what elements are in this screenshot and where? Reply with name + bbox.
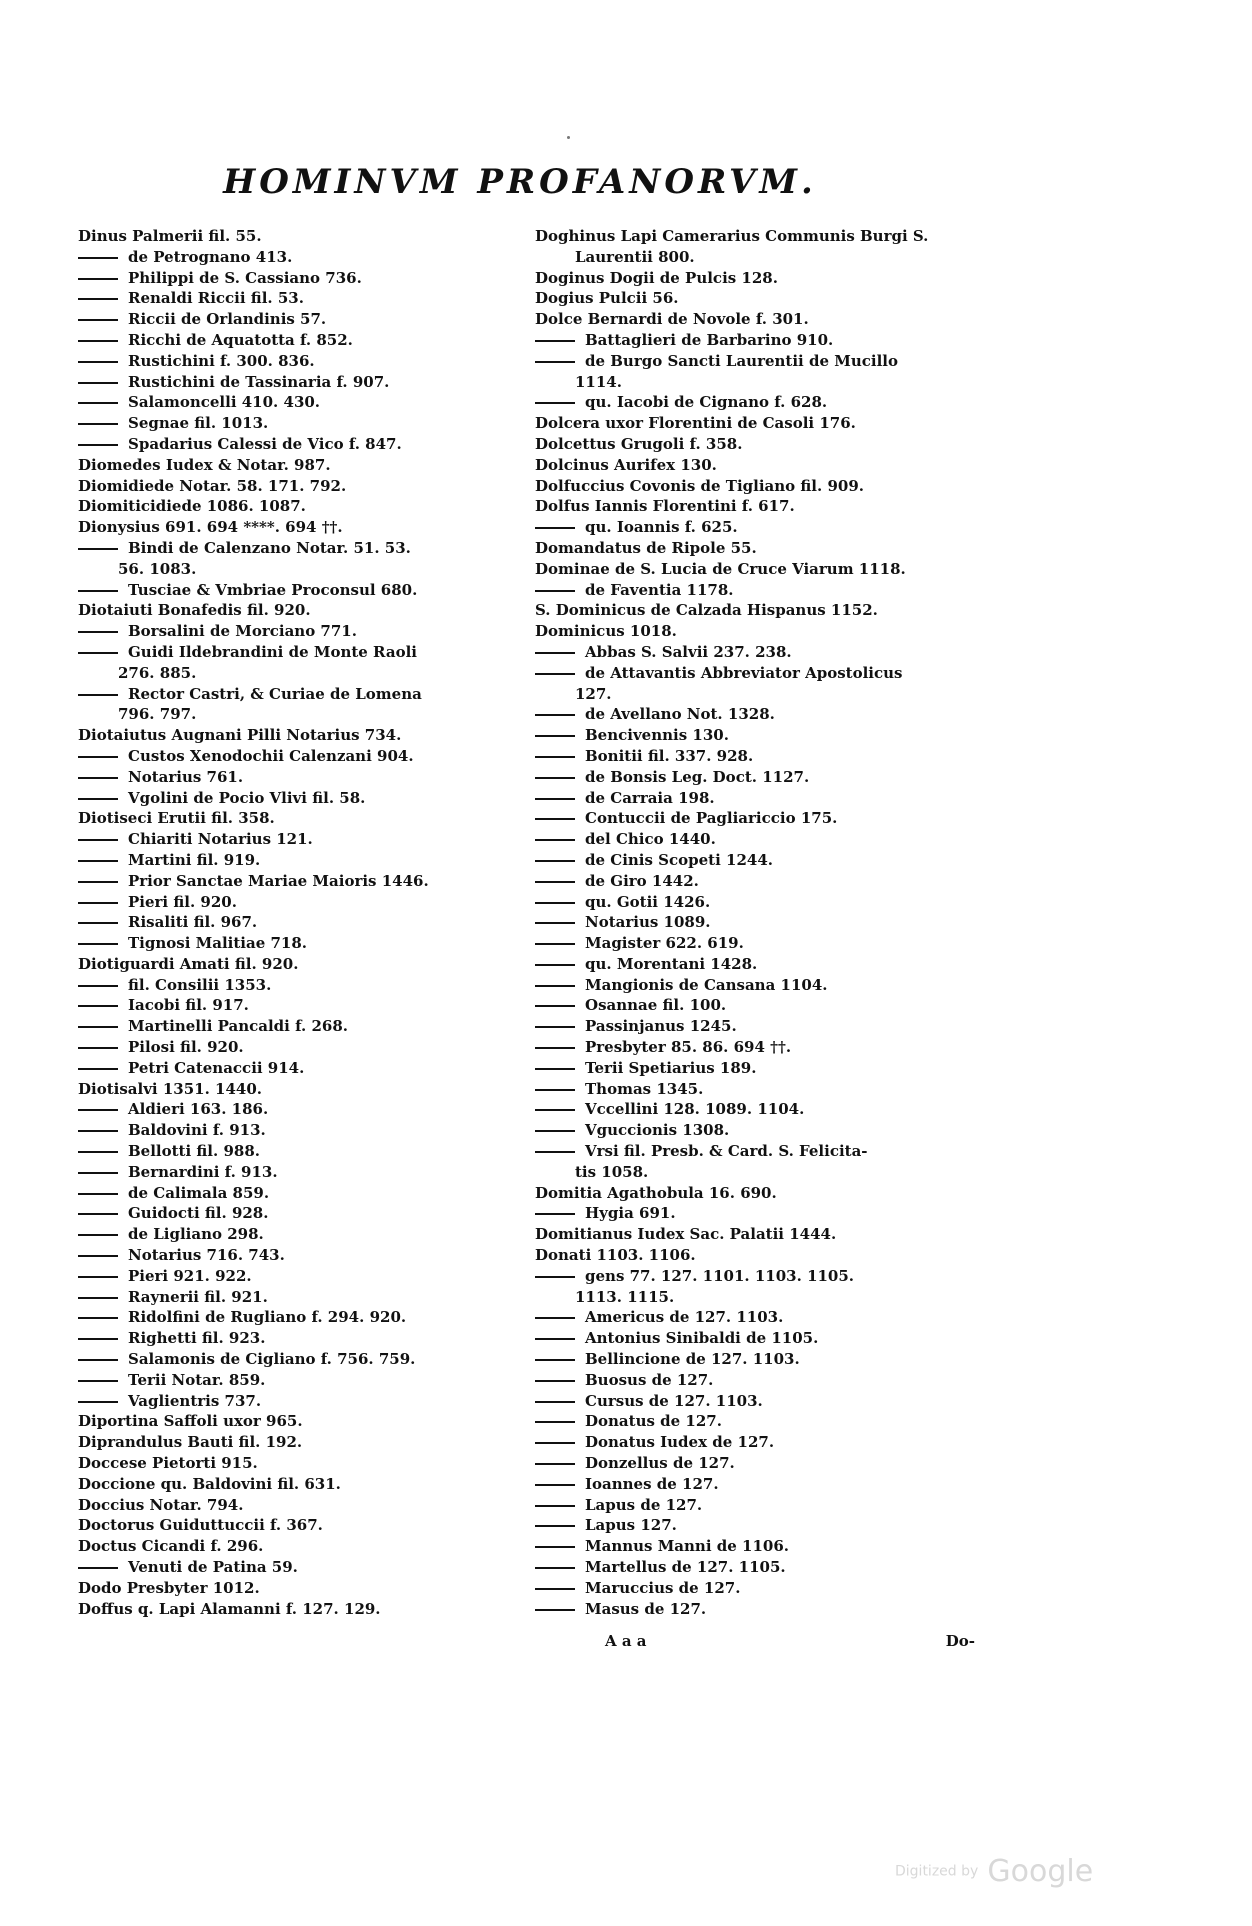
index-subentry: Iacobi fil. 917.	[78, 995, 508, 1016]
index-entry: Diotaiuti Bonafedis fil. 920.	[78, 601, 311, 620]
index-subentry: Ridolfini de Rugliano f. 294. 920.	[78, 1307, 508, 1328]
index-subentry: de Avellano Not. 1328.	[535, 704, 975, 725]
index-entry: Doccione qu. Baldovini fil. 631.	[78, 1474, 341, 1493]
index-subentry: Vguccionis 1308.	[535, 1120, 975, 1141]
index-entry: Dominicus 1018.	[535, 622, 677, 641]
index-subentry: Abbas S. Salvii 237. 238.	[535, 642, 975, 663]
index-subentry: Martellus de 127. 1105.	[535, 1557, 975, 1578]
index-entry: Doccese Pietorti 915.	[78, 1454, 258, 1473]
index-subentry: Donatus Iudex de 127.	[535, 1432, 975, 1453]
index-subentry: Rector Castri, & Curiae de Lomena	[78, 684, 508, 705]
index-entry: Doctus Cicandi f. 296.	[78, 1537, 264, 1556]
index-entry: Doghinus Lapi Camerarius Communis Burgi S.	[535, 227, 929, 245]
index-entry: Dionysius 691. 694 ****. 694 ††.	[78, 518, 343, 537]
index-subentry: Buosus de 127.	[535, 1370, 975, 1391]
index-subentry: Renaldi Riccii fil. 53.	[78, 288, 508, 309]
index-entry: Dolce Bernardi de Novole f. 301.	[535, 310, 809, 329]
index-subentry: Bonitii fil. 337. 928.	[535, 746, 975, 767]
watermark-brand: Google	[987, 1854, 1094, 1889]
index-entry: Domitianus Iudex Sac. Palatii 1444.	[535, 1225, 837, 1244]
index-subentry: de Burgo Sancti Laurentii de Mucillo	[535, 351, 975, 372]
index-subentry: Tignosi Malitiae 718.	[78, 933, 508, 954]
index-subentry: fil. Consilii 1353.	[78, 975, 508, 996]
index-subentry: qu. Ioannis f. 625.	[535, 517, 975, 538]
index-entry: Doginus Dogii de Pulcis 128.	[535, 268, 778, 287]
index-subentry: Venuti de Patina 59.	[78, 1557, 508, 1578]
index-subentry: Cursus de 127. 1103.	[535, 1391, 975, 1412]
index-continuation: Laurentii 800.	[575, 247, 695, 266]
index-entry: Dolcettus Grugoli f. 358.	[535, 434, 743, 453]
page-title: HOMINVM PROFANORVM.	[223, 162, 817, 202]
index-subentry: Segnae fil. 1013.	[78, 413, 508, 434]
index-subentry: Presbyter 85. 86. 694 ††.	[535, 1037, 975, 1058]
index-subentry: Vrsi fil. Presb. & Card. S. Felicita-	[535, 1141, 975, 1162]
index-entry: Doccius Notar. 794.	[78, 1495, 244, 1514]
index-subentry: Vccellini 128. 1089. 1104.	[535, 1099, 975, 1120]
index-subentry: Risaliti fil. 967.	[78, 912, 508, 933]
index-subentry: Baldovini f. 913.	[78, 1120, 508, 1141]
index-subentry: Terii Spetiarius 189.	[535, 1058, 975, 1079]
index-entry: Dolcinus Aurifex 130.	[535, 455, 717, 474]
index-subentry: Lapus de 127.	[535, 1495, 975, 1516]
index-subentry: Vgolini de Pocio Vlivi fil. 58.	[78, 788, 508, 809]
index-subentry: Donzellus de 127.	[535, 1453, 975, 1474]
index-subentry: Antonius Sinibaldi de 1105.	[535, 1328, 975, 1349]
index-entry: Dinus Palmerii fil. 55.	[78, 227, 262, 245]
index-subentry: de Faventia 1178.	[535, 580, 975, 601]
index-continuation: 1113. 1115.	[575, 1287, 675, 1306]
index-subentry: Martinelli Pancaldi f. 268.	[78, 1016, 508, 1037]
index-subentry: Bencivennis 130.	[535, 725, 975, 746]
watermark-prefix: Digitized by	[895, 1863, 979, 1880]
index-subentry: Notarius 716. 743.	[78, 1245, 508, 1266]
index-subentry: Philippi de S. Cassiano 736.	[78, 268, 508, 289]
index-subentry: Lapus 127.	[535, 1515, 975, 1536]
index-subentry: Terii Notar. 859.	[78, 1370, 508, 1391]
index-entry: Diotisalvi 1351. 1440.	[78, 1079, 262, 1098]
index-subentry: Battaglieri de Barbarino 910.	[535, 330, 975, 351]
index-entry: Donati 1103. 1106.	[535, 1246, 696, 1265]
index-entry: Doffus q. Lapi Alamanni f. 127. 129.	[78, 1599, 381, 1618]
index-subentry: Magister 622. 619.	[535, 933, 975, 954]
index-subentry: qu. Morentani 1428.	[535, 954, 975, 975]
index-subentry: Guidi Ildebrandini de Monte Raoli	[78, 642, 508, 663]
index-entry: Domitia Agathobula 16. 690.	[535, 1183, 777, 1202]
index-entry: S. Dominicus de Calzada Hispanus 1152.	[535, 601, 878, 620]
index-entry: Diomidiede Notar. 58. 171. 792.	[78, 476, 347, 495]
index-entry: Diotiseci Erutii fil. 358.	[78, 809, 275, 828]
index-entry: Dolfuccius Covonis de Tigliano fil. 909.	[535, 476, 864, 495]
index-subentry: Hygia 691.	[535, 1203, 975, 1224]
index-subentry: de Attavantis Abbreviator Apostolicus	[535, 663, 975, 684]
index-subentry: Spadarius Calessi de Vico f. 847.	[78, 434, 508, 455]
index-subentry: Prior Sanctae Mariae Maioris 1446.	[78, 871, 508, 892]
index-subentry: Osannae fil. 100.	[535, 995, 975, 1016]
ink-speck	[567, 136, 570, 139]
index-subentry: Salamoncelli 410. 430.	[78, 392, 508, 413]
index-subentry: Ricchi de Aquatotta f. 852.	[78, 330, 508, 351]
index-continuation: 276. 885.	[118, 663, 197, 682]
index-entry: Dogius Pulcii 56.	[535, 289, 679, 308]
catchword: Do-	[945, 1632, 975, 1650]
index-subentry: Aldieri 163. 186.	[78, 1099, 508, 1120]
index-subentry: Bernardini f. 913.	[78, 1162, 508, 1183]
index-subentry: de Giro 1442.	[535, 871, 975, 892]
index-subentry: de Carraia 198.	[535, 788, 975, 809]
index-subentry: Donatus de 127.	[535, 1411, 975, 1432]
index-continuation: 796. 797.	[118, 705, 197, 724]
index-subentry: Pieri fil. 920.	[78, 892, 508, 913]
index-subentry: Contuccii de Pagliariccio 175.	[535, 808, 975, 829]
index-subentry: Tusciae & Vmbriae Proconsul 680.	[78, 580, 508, 601]
index-subentry: Pieri 921. 922.	[78, 1266, 508, 1287]
index-subentry: Masus de 127.	[535, 1599, 975, 1620]
index-entry: Diotaiutus Augnani Pilli Notarius 734.	[78, 726, 402, 745]
index-subentry: Bellincione de 127. 1103.	[535, 1349, 975, 1370]
index-subentry: Borsalini de Morciano 771.	[78, 621, 508, 642]
index-subentry: Mangionis de Cansana 1104.	[535, 975, 975, 996]
index-entry: Domandatus de Ripole 55.	[535, 538, 757, 557]
index-subentry: del Chico 1440.	[535, 829, 975, 850]
index-subentry: Maruccius de 127.	[535, 1578, 975, 1599]
index-subentry: Vaglientris 737.	[78, 1391, 508, 1412]
index-continuation: 56. 1083.	[118, 559, 197, 578]
index-subentry: Notarius 1089.	[535, 912, 975, 933]
index-subentry: Americus de 127. 1103.	[535, 1307, 975, 1328]
index-entry: Dolcera uxor Florentini de Casoli 176.	[535, 414, 856, 433]
index-continuation: 1114.	[575, 372, 622, 391]
index-entry: Diomedes Iudex & Notar. 987.	[78, 455, 331, 474]
index-subentry: Righetti fil. 923.	[78, 1328, 508, 1349]
index-subentry: Salamonis de Cigliano f. 756. 759.	[78, 1349, 508, 1370]
index-subentry: Bellotti fil. 988.	[78, 1141, 508, 1162]
index-subentry: Riccii de Orlandinis 57.	[78, 309, 508, 330]
index-subentry: Raynerii fil. 921.	[78, 1287, 508, 1308]
index-entry: Diomiticidiede 1086. 1087.	[78, 497, 306, 516]
index-subentry: Rustichini f. 300. 836.	[78, 351, 508, 372]
index-subentry: Rustichini de Tassinaria f. 907.	[78, 372, 508, 393]
index-subentry: Guidocti fil. 928.	[78, 1203, 508, 1224]
index-entry: Diportina Saffoli uxor 965.	[78, 1412, 303, 1431]
digitization-watermark	[895, 1854, 1093, 1889]
index-entry: Dominae de S. Lucia de Cruce Viarum 1118.	[535, 559, 906, 578]
index-subentry: gens 77. 127. 1101. 1103. 1105.	[535, 1266, 975, 1287]
index-subentry: de Cinis Scopeti 1244.	[535, 850, 975, 871]
index-subentry: Bindi de Calenzano Notar. 51. 53.	[78, 538, 508, 559]
right-index-column	[535, 226, 975, 1619]
index-entry: Diprandulus Bauti fil. 192.	[78, 1433, 303, 1452]
index-subentry: Mannus Manni de 1106.	[535, 1536, 975, 1557]
index-subentry: de Calimala 859.	[78, 1183, 508, 1204]
index-entry: Dolfus Iannis Florentini f. 617.	[535, 497, 795, 516]
index-entry: Dodo Presbyter 1012.	[78, 1578, 260, 1597]
left-index-column	[78, 226, 508, 1619]
index-subentry: Custos Xenodochii Calenzani 904.	[78, 746, 508, 767]
index-subentry: Pilosi fil. 920.	[78, 1037, 508, 1058]
index-subentry: Notarius 761.	[78, 767, 508, 788]
index-subentry: Ioannes de 127.	[535, 1474, 975, 1495]
index-subentry: qu. Iacobi de Cignano f. 628.	[535, 392, 975, 413]
index-subentry: Thomas 1345.	[535, 1079, 975, 1100]
index-subentry: Passinjanus 1245.	[535, 1016, 975, 1037]
index-subentry: de Ligliano 298.	[78, 1224, 508, 1245]
index-subentry: de Bonsis Leg. Doct. 1127.	[535, 767, 975, 788]
index-entry: Diotiguardi Amati fil. 920.	[78, 954, 299, 973]
signature-mark: A a a	[605, 1632, 647, 1650]
index-continuation: tis 1058.	[575, 1162, 649, 1181]
index-continuation: 127.	[575, 684, 612, 703]
index-entry: Doctorus Guiduttuccii f. 367.	[78, 1516, 323, 1535]
index-subentry: Martini fil. 919.	[78, 850, 508, 871]
index-subentry: de Petrognano 413.	[78, 247, 508, 268]
index-subentry: qu. Gotii 1426.	[535, 892, 975, 913]
index-subentry: Chiariti Notarius 121.	[78, 829, 508, 850]
index-subentry: Petri Catenaccii 914.	[78, 1058, 508, 1079]
